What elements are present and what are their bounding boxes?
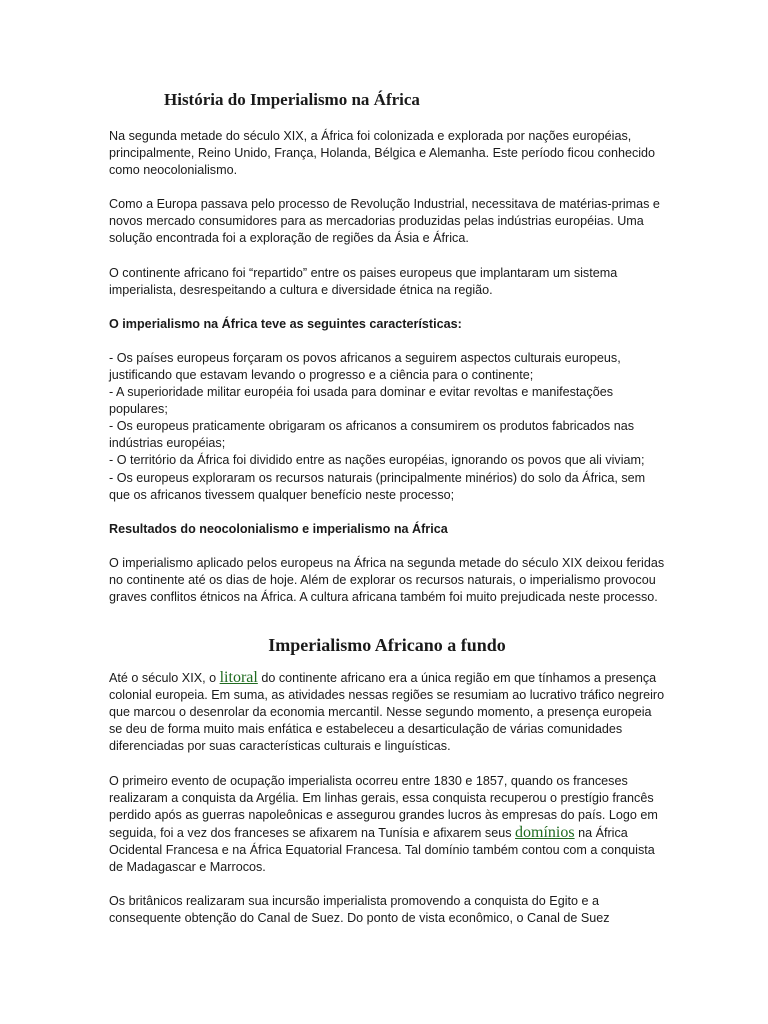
paragraph-text: na África Ocidental Francesa e na África Equatorial Francesa. Tal domínio também contou com a conquista de Madagascar e Marrocos. — [109, 825, 655, 874]
document-body — [109, 88, 665, 944]
paragraph-industrial-revolution: Como a Europa passava pelo processo de Revolução Industrial, necessitava de matérias-primas e novos mercado consumidores para as mercadorias produzidas pelas indústrias européias. Uma solução encontrada foi a exploração de regiões da Ásia e África. — [109, 197, 660, 246]
paragraph-partition: O continente africano foi “repartido” entre os paises europeus que implantaram um sistema imperialista, desrespeitando a cultura e diversidade étnica na região. — [109, 265, 618, 297]
list-item: - Os europeus praticamente obrigaram os africanos a consumirem os produtos fabricados nas indústrias européias; — [109, 419, 634, 451]
heading-results: Resultados do neocolonialismo e imperialismo na África — [109, 521, 448, 536]
list-item: - Os europeus exploraram os recursos naturais (principalmente minérios) do solo da África, sem que os africanos tivessem qualquer benefício neste processo; — [109, 470, 646, 502]
paragraph-britain: Os britânicos realizaram sua incursão imperialista promovendo a conquista do Egito e a consequente obtenção do Canal de Suez. Do ponto de vista econômico, o Canal de Suez — [109, 894, 610, 926]
paragraph-text: do continente africano era a única região em que tínhamos a presença colonial europeia. Em suma, as atividades nessas regiões se resumiam ao lucrativo tráfico negreiro que marcou o desenrolar da economia mercantil. Nesse segundo momento, a presença europeia se deu de forma muito mais enfática e estabeleceu a desarticulação de várias comunidades diferenciadas por suas características culturais e linguísticas. — [109, 671, 665, 754]
section-title: Imperialismo Africano a fundo — [268, 635, 506, 656]
paragraph-intro: Na segunda metade do século XIX, a África foi colonizada e explorada por nações européias, principalmente, Reino Unido, França, Holanda, Bélgica e Alemanha. Este período ficou conhecido como neocolonialismo. — [109, 129, 656, 178]
heading-characteristics: O imperialismo na África teve as seguintes características: — [109, 316, 462, 331]
paragraph-coast — [109, 669, 665, 755]
list-item: - Os países europeus forçaram os povos africanos a seguirem aspectos culturais europeus, justificando que estavam levando o progresso e a ciência para o continente; — [109, 350, 621, 382]
list-item: - O território da África foi dividido entre as nações européias, ignorando os povos que ali viviam; — [109, 453, 645, 468]
characteristics-list — [109, 350, 665, 504]
dominios-link[interactable]: domínios — [515, 823, 575, 841]
page-title: História do Imperialismo na África — [164, 90, 420, 109]
section-spacer — [109, 623, 665, 633]
paragraph-france — [109, 773, 665, 877]
paragraph-text: O primeiro evento de ocupação imperialista ocorreu entre 1830 e 1857, quando os franceses realizaram a conquista da Argélia. Em linhas gerais, essa conquista recuperou o prestígio francês perdido após as guerras napoleônicas e assegurou grandes lucros às empresas do país. Logo em seguida, foi a vez dos franceses se afixarem na Tunísia e afixarem seus — [109, 773, 658, 840]
paragraph-results: O imperialismo aplicado pelos europeus na África na segunda metade do século XIX deixou feridas no continente até os dias de hoje. Além de explorar os recursos naturais, o imperialismo provocou graves conflitos étnicos na África. A cultura africana também foi muito prejudicada neste processo. — [109, 555, 665, 604]
litoral-link[interactable]: litoral — [219, 669, 258, 687]
list-item: - A superioridade militar européia foi usada para dominar e evitar revoltas e manifestações populares; — [109, 385, 614, 417]
paragraph-text: Até o século XIX, o — [109, 671, 220, 686]
